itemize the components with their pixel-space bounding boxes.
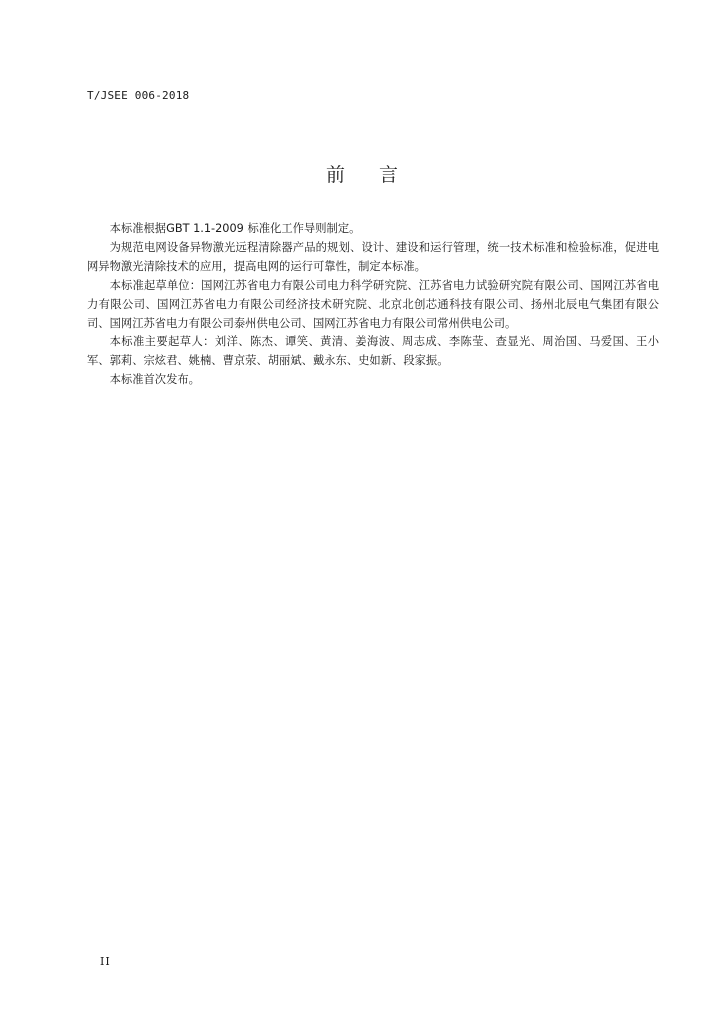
paragraph-purpose: 为规范电网设备异物激光远程清除器产品的规划、设计、建设和运行管理，统一技术标准和检验标准，促进电网异物激光清除技术的应用，提高电网的运行可靠性，制定本标准。 — [87, 240, 659, 273]
paragraph-first-release: 本标准首次发布。 — [109, 373, 200, 387]
heading-char-1: 前 — [325, 164, 345, 186]
paragraph-drafters: 本标准主要起草人：刘洋、陈杰、谭笑、黄清、姜海波、周志成、李陈莹、查显光、周治国、马爱国、王小军、郭莉、宗炫君、姚楠、曹京荥、胡丽斌、戴永东、史如新、段家振。 — [87, 335, 659, 368]
section-heading — [0, 160, 724, 187]
paragraph-drafting-units: 本标准起草单位：国网江苏省电力有限公司电力科学研究院、江苏省电力试验研究院有限公司、国网江苏省电力有限公司、国网江苏省电力有限公司经济技术研究院、北京北创芯通科技有限公司、扬州北辰电气集团有限公司、国网江苏省电力有限公司泰州供电公司、国网江苏省电力有限公司常州供电公司。 — [87, 278, 659, 330]
page-number: II — [100, 955, 111, 968]
heading-char-2: 言 — [379, 164, 399, 186]
standard-code: T/JSEE 006-2018 — [87, 89, 190, 102]
foreword-body — [87, 220, 659, 390]
paragraph-basis: 本标准根据GBT 1.1-2009 标准化工作导则制定。 — [109, 222, 361, 235]
